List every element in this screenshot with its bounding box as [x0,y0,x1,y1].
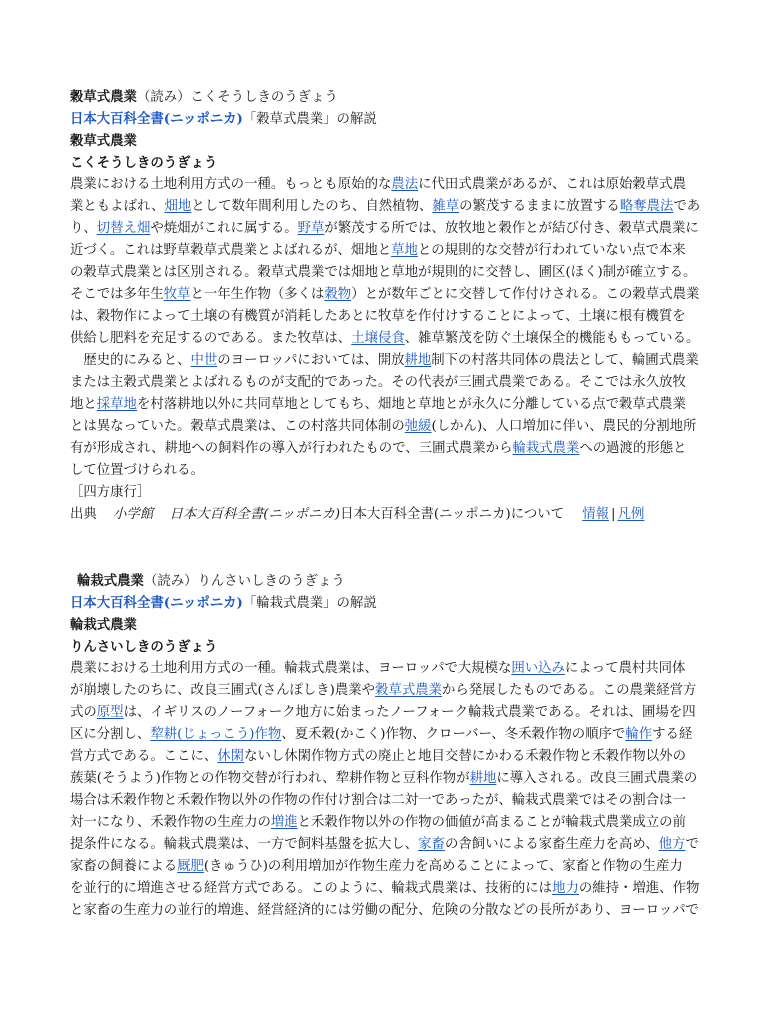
body-line [70,394,702,416]
body-text: への過渡的形態と [579,441,687,456]
source-link[interactable]: 日本大百科全書(ニッポニカ) [70,595,243,611]
keyword-link[interactable]: 地力 [552,881,579,896]
keyword-link[interactable]: 囲い込み [511,661,565,676]
body-text: 農業における土地利用方式の一種。輪栽式農業は、ヨーロッパで大規模な [70,661,512,676]
entry-body [70,658,702,922]
body-text: 家畜の飼養による [70,859,178,874]
body-text: の維持・増進、作物 [578,881,700,896]
keyword-link[interactable]: 犂耕(じょっこう)作物 [150,727,282,742]
entry-kana: りんさいしきのうぎょう [70,639,218,655]
body-text: (しかん)、人口増加に伴い、農民的分割地所 [431,419,697,434]
body-line [70,416,702,438]
author-credit: ［四方康行］ [70,485,151,500]
body-line [70,350,702,372]
keyword-link[interactable]: 輪作 [625,727,653,742]
keyword-link[interactable]: 耕地 [404,353,432,368]
body-line [70,790,702,812]
body-line [70,724,702,746]
body-text: や焼畑がこれに属する。 [150,221,298,236]
footer-work: 日本大百科全書(ニッポニカ) [169,507,341,522]
body-text: が繁茂する所では、放牧地と穀作とが結び付き、穀草式農業に [324,221,699,236]
info-link[interactable]: 情報 [582,507,610,522]
keyword-link[interactable]: 穀物 [324,287,352,302]
keyword-link[interactable]: 切替え畑 [96,221,151,236]
body-text: との規則的な交替が行われていない点で本来 [417,243,686,258]
article-page [70,86,702,922]
body-text: 、夏禾穀(かこく)作物、クローバー、冬禾穀作物の順序で [281,727,626,742]
footer-divider: | [611,507,616,522]
keyword-link[interactable]: 牧草 [163,287,191,302]
keyword-link[interactable]: 弛緩 [404,419,432,434]
body-text: の繁茂するままに放置する [459,199,620,214]
entry-title: 穀草式農業 [70,133,137,149]
footer-publisher: 小学館 [113,507,154,522]
body-line [70,174,702,196]
legend-link[interactable]: 凡例 [617,507,645,522]
entry-heading [70,570,702,592]
body-text: は、イギリスのノーフォーク地方に始まったノーフォーク輪栽式農業である。それは、圃場を四 [123,705,696,720]
source-line [70,592,702,614]
body-line [70,460,702,482]
entry-heading [70,86,702,108]
body-text: 地と [70,397,97,412]
footer-about: 日本大百科全書(ニッポニカ)について [340,507,564,522]
keyword-link[interactable]: 休閑 [217,749,245,764]
body-line [70,680,702,702]
body-text: の穀草式農業とは区別される。穀草式農業では畑地と草地が規則的に交替し、圃区(ほく)制が確立する。 [70,265,697,280]
keyword-link[interactable]: 採草地 [96,397,137,412]
body-text: 蔟葉(そうよう)作物との作物交替が行われ、犂耕作物と豆科作物が [70,771,470,786]
keyword-link[interactable]: 厩肥 [177,859,204,874]
entry-title: 輪栽式農業 [70,617,137,633]
body-line [70,856,702,878]
body-text: 農業における土地利用方式の一種。もっとも原始的な [70,177,392,192]
body-text: 近づく。これは野草穀草式農業とよばれるが、畑地と [70,243,392,258]
head-word: 輪栽式農業 [77,573,144,589]
body-text: として数年間利用したのち、自然植物、 [191,199,433,214]
reading: こくそうしきのうぎょう [190,90,338,105]
keyword-link[interactable]: 原型 [96,705,124,720]
body-line [70,372,702,394]
keyword-link[interactable]: 略奪農法 [619,199,674,214]
body-text: の舎飼いによる家畜生産力を高め、 [444,837,659,852]
source-footer [70,504,702,526]
body-text: 区に分割し、 [70,727,151,742]
body-text: 場合は禾穀作物と禾穀作物以外の作物の作付け割合は二対一であったが、輪栽式農業ではその割合は一 [70,793,686,808]
body-text: を並行的に増進させる経営方式である。このように、輪栽式農業は、技術的には [70,881,553,896]
body-text: と禾穀作物以外の作物の価値が高まることが輪栽式農業成立の前 [297,815,686,830]
body-text: して位置づけられる。 [70,463,204,478]
source-desc: 「穀草式農業」の解説 [242,112,377,127]
body-text: に導入される。改良三圃式農業の [496,771,698,786]
body-text: 、雑草繁茂を防ぐ土壌保全的機能ももっている。 [404,331,700,346]
body-text: は、穀物作によって土壌の有機質が消耗したあとに牧草を作付けすることによって、土壌に根有機質を [70,309,686,324]
body-text: ）とが数年ごとに交替して作付けされる。この穀草式農業 [351,287,700,302]
body-text: する経 [652,727,693,742]
body-line [70,702,702,724]
body-text: 供給し肥料を充足するのである。また牧草は、 [70,331,352,346]
entry-gap [70,526,702,570]
body-text: 制下の村落共同体の農法として、輪圃式農業 [431,353,699,368]
body-text: 営方式である。ここに、 [70,749,218,764]
body-text: によって農村共同体 [564,661,686,676]
body-text: 式の [70,705,97,720]
keyword-link[interactable]: 雑草 [432,199,460,214]
reading-label: （読み） [143,574,198,589]
body-text: に代田式農業があるが、これは原始穀草式農 [418,177,686,192]
body-line [70,746,702,768]
body-line [70,768,702,790]
keyword-link[interactable]: 野草 [297,221,325,236]
body-text: 歴史的にみると、 [70,353,191,368]
reading: りんさいしきのうぎょう [197,574,345,589]
body-line [70,218,702,240]
keyword-link[interactable]: 草地 [391,243,418,258]
body-text: ないし休閑作物方式の廃止と地目交替にかわる禾穀作物と禾穀作物以外の [244,749,686,764]
body-text: と一年生作物（多くは [190,287,325,302]
body-line [70,328,702,350]
entry-kokusou [70,86,702,526]
body-line [70,240,702,262]
keyword-link[interactable]: 増進 [270,815,298,830]
body-line [70,438,702,460]
source-link[interactable]: 日本大百科全書(ニッポニカ) [70,111,243,127]
keyword-link[interactable]: 他方 [658,837,686,852]
keyword-link[interactable]: 穀草式農業 [375,683,442,698]
keyword-link[interactable]: 土壌侵食 [351,331,405,346]
body-text: と家畜の生産力の並行的増進、経営経済的には労働の配分、危険の分散などの長所があり、ヨーロッパで [70,903,699,918]
body-text: (きゅうひ)の利用増加が作物生産力を高めることによって、家畜と作物の生産力 [203,859,683,874]
body-line [70,900,702,922]
body-line [70,306,702,328]
keyword-link[interactable]: 中世 [190,353,218,368]
keyword-link[interactable]: 家畜 [418,837,445,852]
body-line [70,658,702,680]
body-text: から発展したものである。この農業経営方 [442,683,697,698]
entry-rinsai [70,570,702,922]
source-line [70,108,702,130]
body-text: で [685,837,699,852]
body-text: そこでは多年生 [70,287,164,302]
body-text: が崩壊したのちに、改良三圃式(さんぽしき)農業や [70,683,376,698]
body-line [70,196,702,218]
body-text: 業ともよばれ、 [70,199,165,214]
footer-label: 出典 [70,507,97,522]
body-line [70,262,702,284]
reading-label: （読み） [136,90,191,105]
body-text: り、 [70,221,97,236]
body-text: のヨーロッパにおいては、開放 [217,353,405,368]
body-text: とは異なっていた。穀草式農業は、この村落共同体制の [70,419,405,434]
keyword-link[interactable]: 耕地 [469,771,497,786]
head-word: 穀草式農業 [70,89,137,105]
body-line [70,834,702,856]
body-text: 有が形成され、耕地への飼料作の導入が行われたもので、三圃式農業から [70,441,513,456]
keyword-link[interactable]: 農法 [391,177,419,192]
body-line [70,812,702,834]
body-text: であ [673,199,701,214]
body-text: を村落耕地以外に共同草地としてもち、畑地と草地とが永久に分離している点で穀草式農業 [136,397,686,412]
entry-body [70,174,702,482]
entry-kana: こくそうしきのうぎょう [70,155,218,171]
body-line [70,878,702,900]
keyword-link[interactable]: 畑地 [164,199,192,214]
body-text: 提条件になる。輪栽式農業は、一方で飼料基盤を拡大し、 [70,837,419,852]
keyword-link[interactable]: 輪栽式農業 [512,441,580,456]
source-desc: 「輪栽式農業」の解説 [242,596,377,611]
body-line [70,284,702,306]
body-text: 対一になり、禾穀作物の生産力の [70,815,271,830]
body-text: または主穀式農業とよばれるものが支配的であった。その代表が三圃式農業である。そこでは永久放牧 [70,375,686,390]
